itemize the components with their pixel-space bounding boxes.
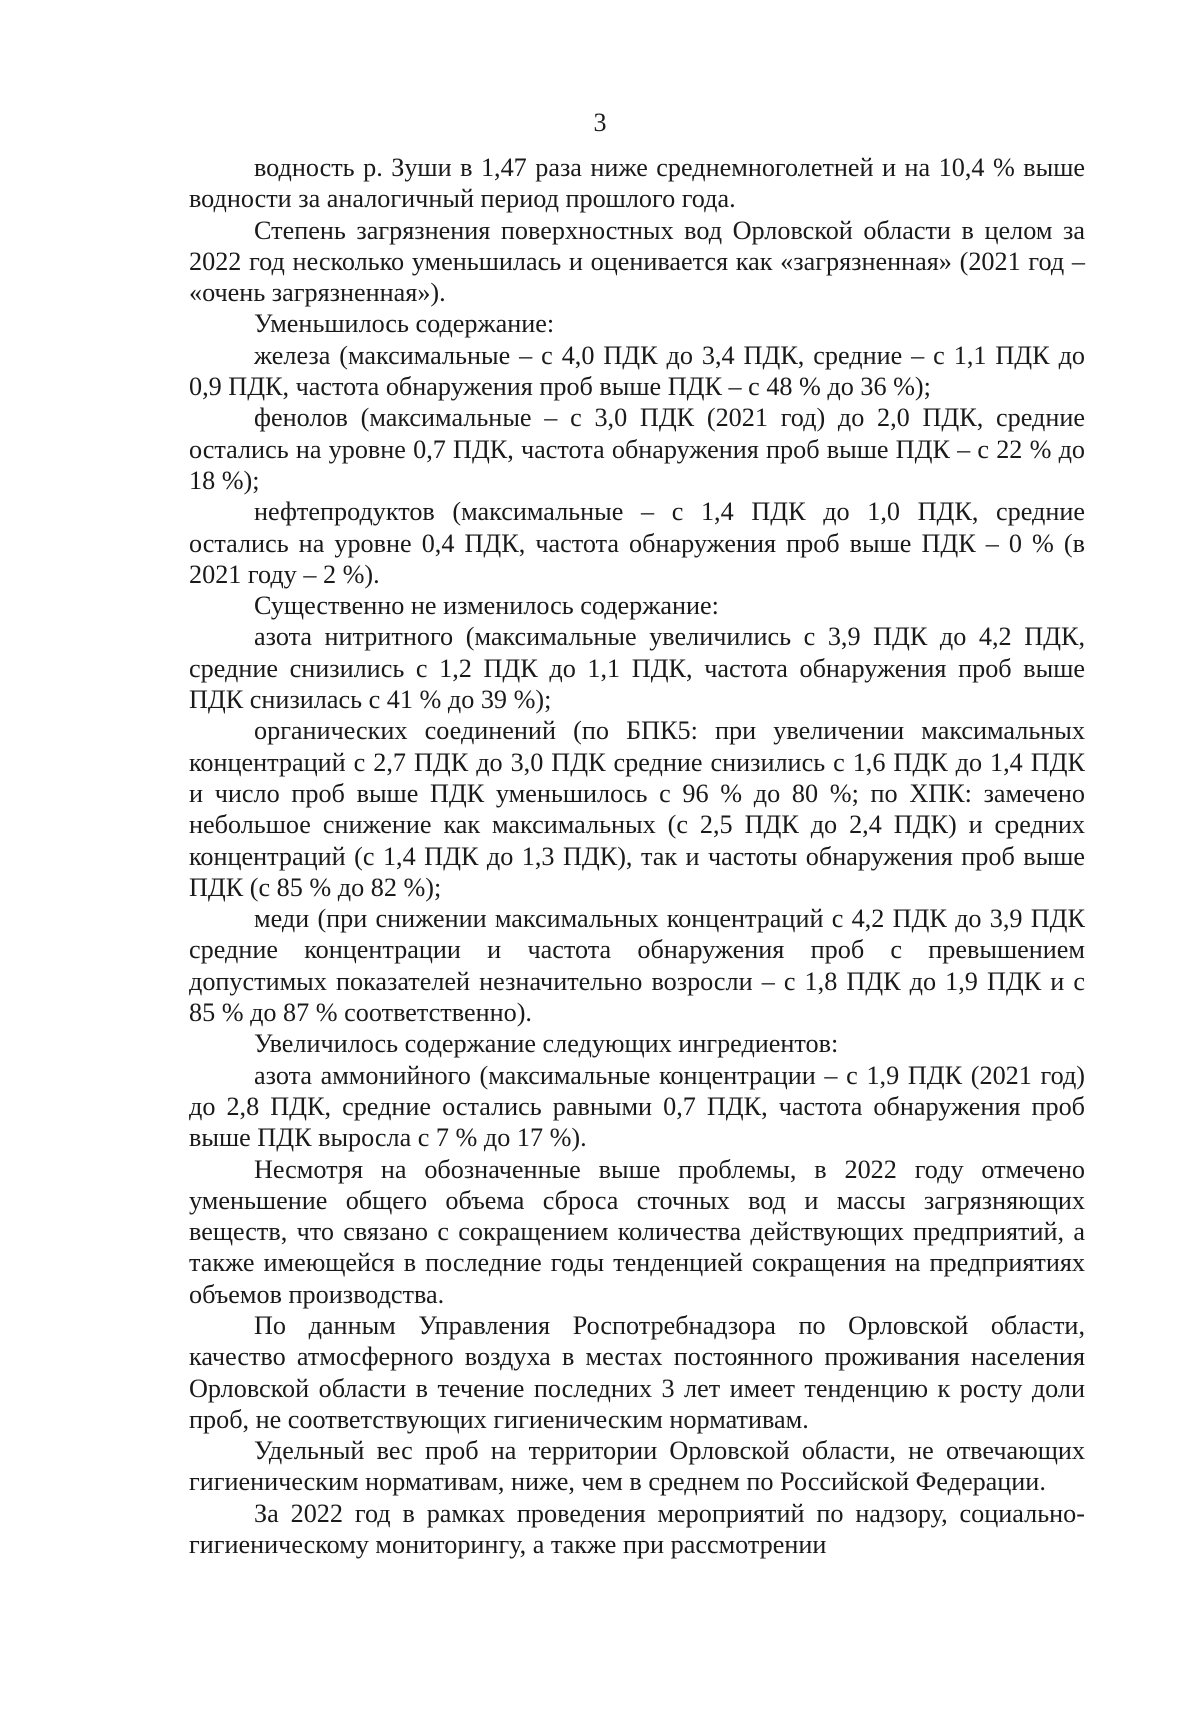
paragraph: азота нитритного (максимальные увеличились с 3,9 ПДК до 4,2 ПДК, средние снизились с 1,2 ПДК до 1,1 ПДК, частота обнаружения проб выше ПДК снизилась с 41 % до 39 %); [189, 622, 1085, 715]
paragraph: По данным Управления Роспотребнадзора по Орловской области, качество атмосферного воздуха в местах постоянного проживания населения Орловской области в течение последних 3 лет имеет тенденцию к росту доли проб, не соответствующих гигиеническим нормативам. [189, 1310, 1085, 1434]
paragraph: Несмотря на обозначенные выше проблемы, в 2022 году отмечено уменьшение общего объема сброса сточных вод и массы загрязняющих веществ, что связано с сокращением количества действующих предприятий, а также имеющейся в последние годы тенденцией сокращения на предприятиях объемов производства. [189, 1154, 1085, 1309]
paragraph: Существенно не изменилось содержание: [254, 591, 719, 621]
document-body [189, 152, 1085, 1560]
paragraph: Степень загрязнения поверхностных вод Орловской области в целом за 2022 год несколько уменьшилась и оценивается как «загрязненная» (2021 год – «очень загрязненная»). [189, 215, 1085, 308]
paragraph: меди (при снижении максимальных концентраций с 4,2 ПДК до 3,9 ПДК средние концентрации и частота обнаружения проб с превышением допустимых показателей незначительно возросли – с 1,8 ПДК до 1,9 ПДК и с 85 % до 87 % соответственно). [189, 904, 1085, 1028]
paragraph: железа (максимальные – с 4,0 ПДК до 3,4 ПДК, средние – с 1,1 ПДК до 0,9 ПДК, частота обнаружения проб выше ПДК – с 48 % до 36 %); [189, 340, 1085, 402]
paragraph: Уменьшилось содержание: [254, 309, 555, 339]
paragraph: органических соединений (по БПК5: при увеличении максимальных концентраций с 2,7 ПДК до 3,0 ПДК средние снизились с 1,6 ПДК до 1,4 ПДК и число проб выше ПДК уменьшилось с 96 % до 80 %; по ХПК: замечено небольшое снижение как максимальных (с 2,5 ПДК до 2,4 ПДК) и средних концентраций (с 1,4 ПДК до 1,3 ПДК), так и частоты обнаружения проб выше ПДК (с 85 % до 82 %); [189, 716, 1085, 902]
paragraph: нефтепродуктов (максимальные – с 1,4 ПДК до 1,0 ПДК, средние остались на уровне 0,4 ПДК, частота обнаружения проб выше ПДК – 0 % (в 2021 году – 2 %). [189, 497, 1085, 589]
paragraph: азота аммонийного (максимальные концентрации – с 1,9 ПДК (2021 год) до 2,8 ПДК, средние остались равными 0,7 ПДК, частота обнаружения проб выше ПДК выросла с 7 % до 17 %). [189, 1060, 1085, 1153]
paragraph: фенолов (максимальные – с 3,0 ПДК (2021 год) до 2,0 ПДК, средние остались на уровне 0,7 ПДК, частота обнаружения проб выше ПДК – с 22 % до 18 %); [189, 403, 1085, 495]
paragraph: Увеличилось содержание следующих ингредиентов: [254, 1029, 839, 1059]
paragraph: Удельный вес проб на территории Орловской области, не отвечающих гигиеническим нормативам, ниже, чем в среднем по Российской Федерации. [189, 1436, 1085, 1497]
paragraph: За 2022 год в рамках проведения мероприятий по надзору, социально-гигиеническому мониторингу, а также при рассмотрении [189, 1498, 1085, 1560]
page-number: 3 [593, 108, 607, 137]
paragraph: водность р. Зуши в 1,47 раза ниже среднемноголетней и на 10,4 % выше водности за аналогичный период прошлого года. [189, 153, 1085, 214]
